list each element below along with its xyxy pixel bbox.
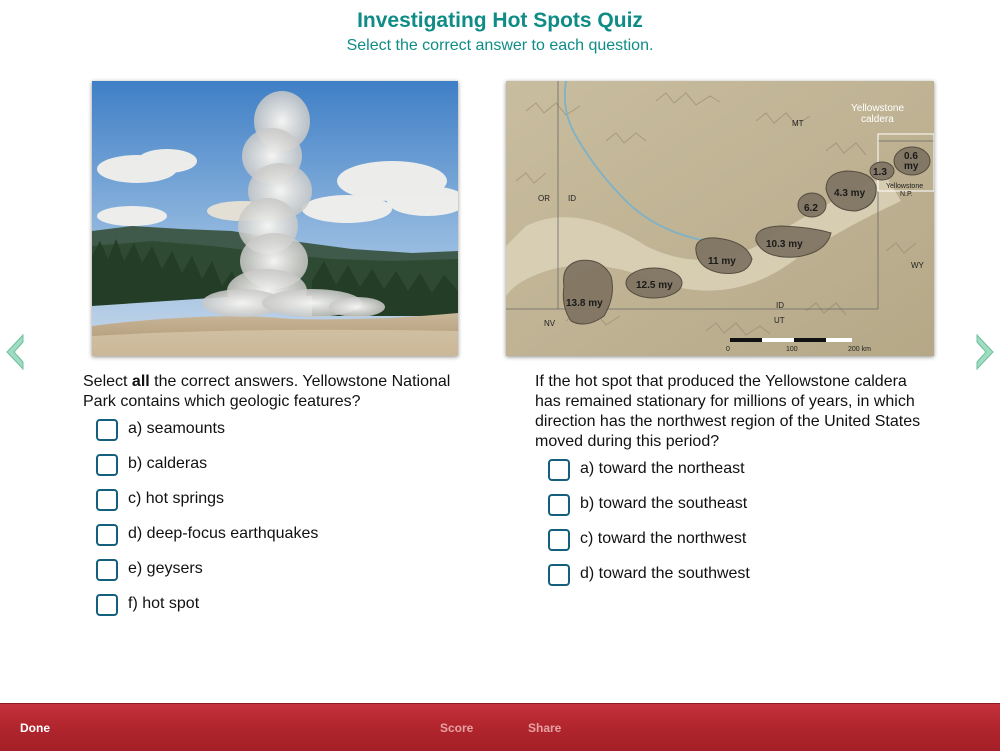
option-label: a) toward the northeast [580, 460, 745, 477]
question-1-prompt [83, 372, 483, 412]
map-label-yellowstone-caldera-2: caldera [861, 114, 894, 125]
question-2-prompt: If the hot spot that produced the Yellowstone caldera has remained stationary for millions of years, in which direction has the northwest region of the United States moved during this period? [535, 373, 921, 450]
bottom-toolbar [0, 703, 1000, 751]
hotspot-label: 0.6 [904, 151, 918, 162]
question-1-options [96, 418, 318, 628]
option-label: d) deep-focus earthquakes [128, 525, 319, 542]
option-label: b) toward the southeast [580, 495, 748, 512]
answer-option[interactable] [96, 418, 318, 453]
option-label: a) seamounts [128, 420, 225, 437]
checkbox[interactable] [548, 459, 570, 481]
option-label: d) toward the southwest [580, 565, 750, 582]
map-label-mt: MT [792, 119, 804, 128]
checkbox[interactable] [548, 494, 570, 516]
checkbox[interactable] [96, 489, 118, 511]
checkbox[interactable] [96, 524, 118, 546]
score-button[interactable]: Score [440, 721, 474, 735]
map-label-id-south: ID [776, 301, 784, 310]
map-label-nv: NV [544, 319, 556, 328]
prompt-emphasis: all [131, 373, 150, 390]
answer-option[interactable] [96, 558, 318, 593]
answer-option[interactable] [96, 453, 318, 488]
scale-tick-100: 100 [786, 346, 798, 353]
option-label: b) calderas [128, 455, 208, 472]
checkbox[interactable] [548, 564, 570, 586]
map-label-ut: UT [774, 316, 785, 325]
chevron-right-icon [975, 334, 995, 370]
share-button[interactable]: Share [528, 721, 562, 735]
map-label-yellowstone-caldera: Yellowstone [851, 103, 905, 114]
map-label-or: OR [538, 194, 550, 203]
checkbox[interactable] [96, 559, 118, 581]
map-label-yellowstone-np: Yellowstone [886, 183, 924, 190]
option-label: e) geysers [128, 560, 203, 577]
question-2-options [548, 458, 750, 598]
map-label-yellowstone-np-2: N.P. [900, 191, 913, 198]
hotspot-label: 1.3 [873, 167, 887, 178]
answer-option[interactable] [96, 488, 318, 523]
answer-option[interactable] [96, 523, 318, 558]
option-label: f) hot spot [128, 595, 200, 612]
checkbox[interactable] [96, 594, 118, 616]
page-title: Investigating Hot Spots Quiz [357, 9, 643, 32]
scale-tick-200: 200 km [848, 346, 871, 353]
hotspot-label: my [904, 161, 919, 172]
hotspot-label: 4.3 my [834, 188, 866, 199]
hotspot-label: 6.2 [804, 203, 818, 214]
map-label-id-west: ID [568, 194, 576, 203]
prompt-text: the correct answers. Yellowstone National Park contains which geologic features? [83, 373, 451, 410]
hotspot-label: 10.3 my [766, 239, 803, 250]
answer-option[interactable] [96, 593, 318, 628]
scale-tick-0: 0 [726, 346, 730, 353]
previous-page-button[interactable] [5, 334, 25, 370]
checkbox[interactable] [96, 419, 118, 441]
checkbox[interactable] [548, 529, 570, 551]
done-button[interactable]: Done [20, 721, 50, 735]
answer-option[interactable] [548, 458, 750, 493]
checkbox[interactable] [96, 454, 118, 476]
page-subtitle: Select the correct answer to each question. [346, 37, 654, 54]
option-label: c) hot springs [128, 490, 225, 507]
chevron-left-icon [5, 334, 25, 370]
next-page-button[interactable] [975, 334, 995, 370]
map-label-wy: WY [911, 261, 924, 270]
prompt-text: Select [83, 373, 132, 390]
option-label: c) toward the northwest [580, 530, 747, 547]
answer-option[interactable] [548, 563, 750, 598]
hotspot-label: 11 my [708, 256, 736, 267]
hotspot-label: 12.5 my [636, 280, 673, 291]
hotspot-label: 13.8 my [566, 298, 603, 309]
geyser-photo [92, 81, 458, 356]
answer-option[interactable] [548, 528, 750, 563]
hotspot-track-map [506, 81, 934, 356]
answer-option[interactable] [548, 493, 750, 528]
